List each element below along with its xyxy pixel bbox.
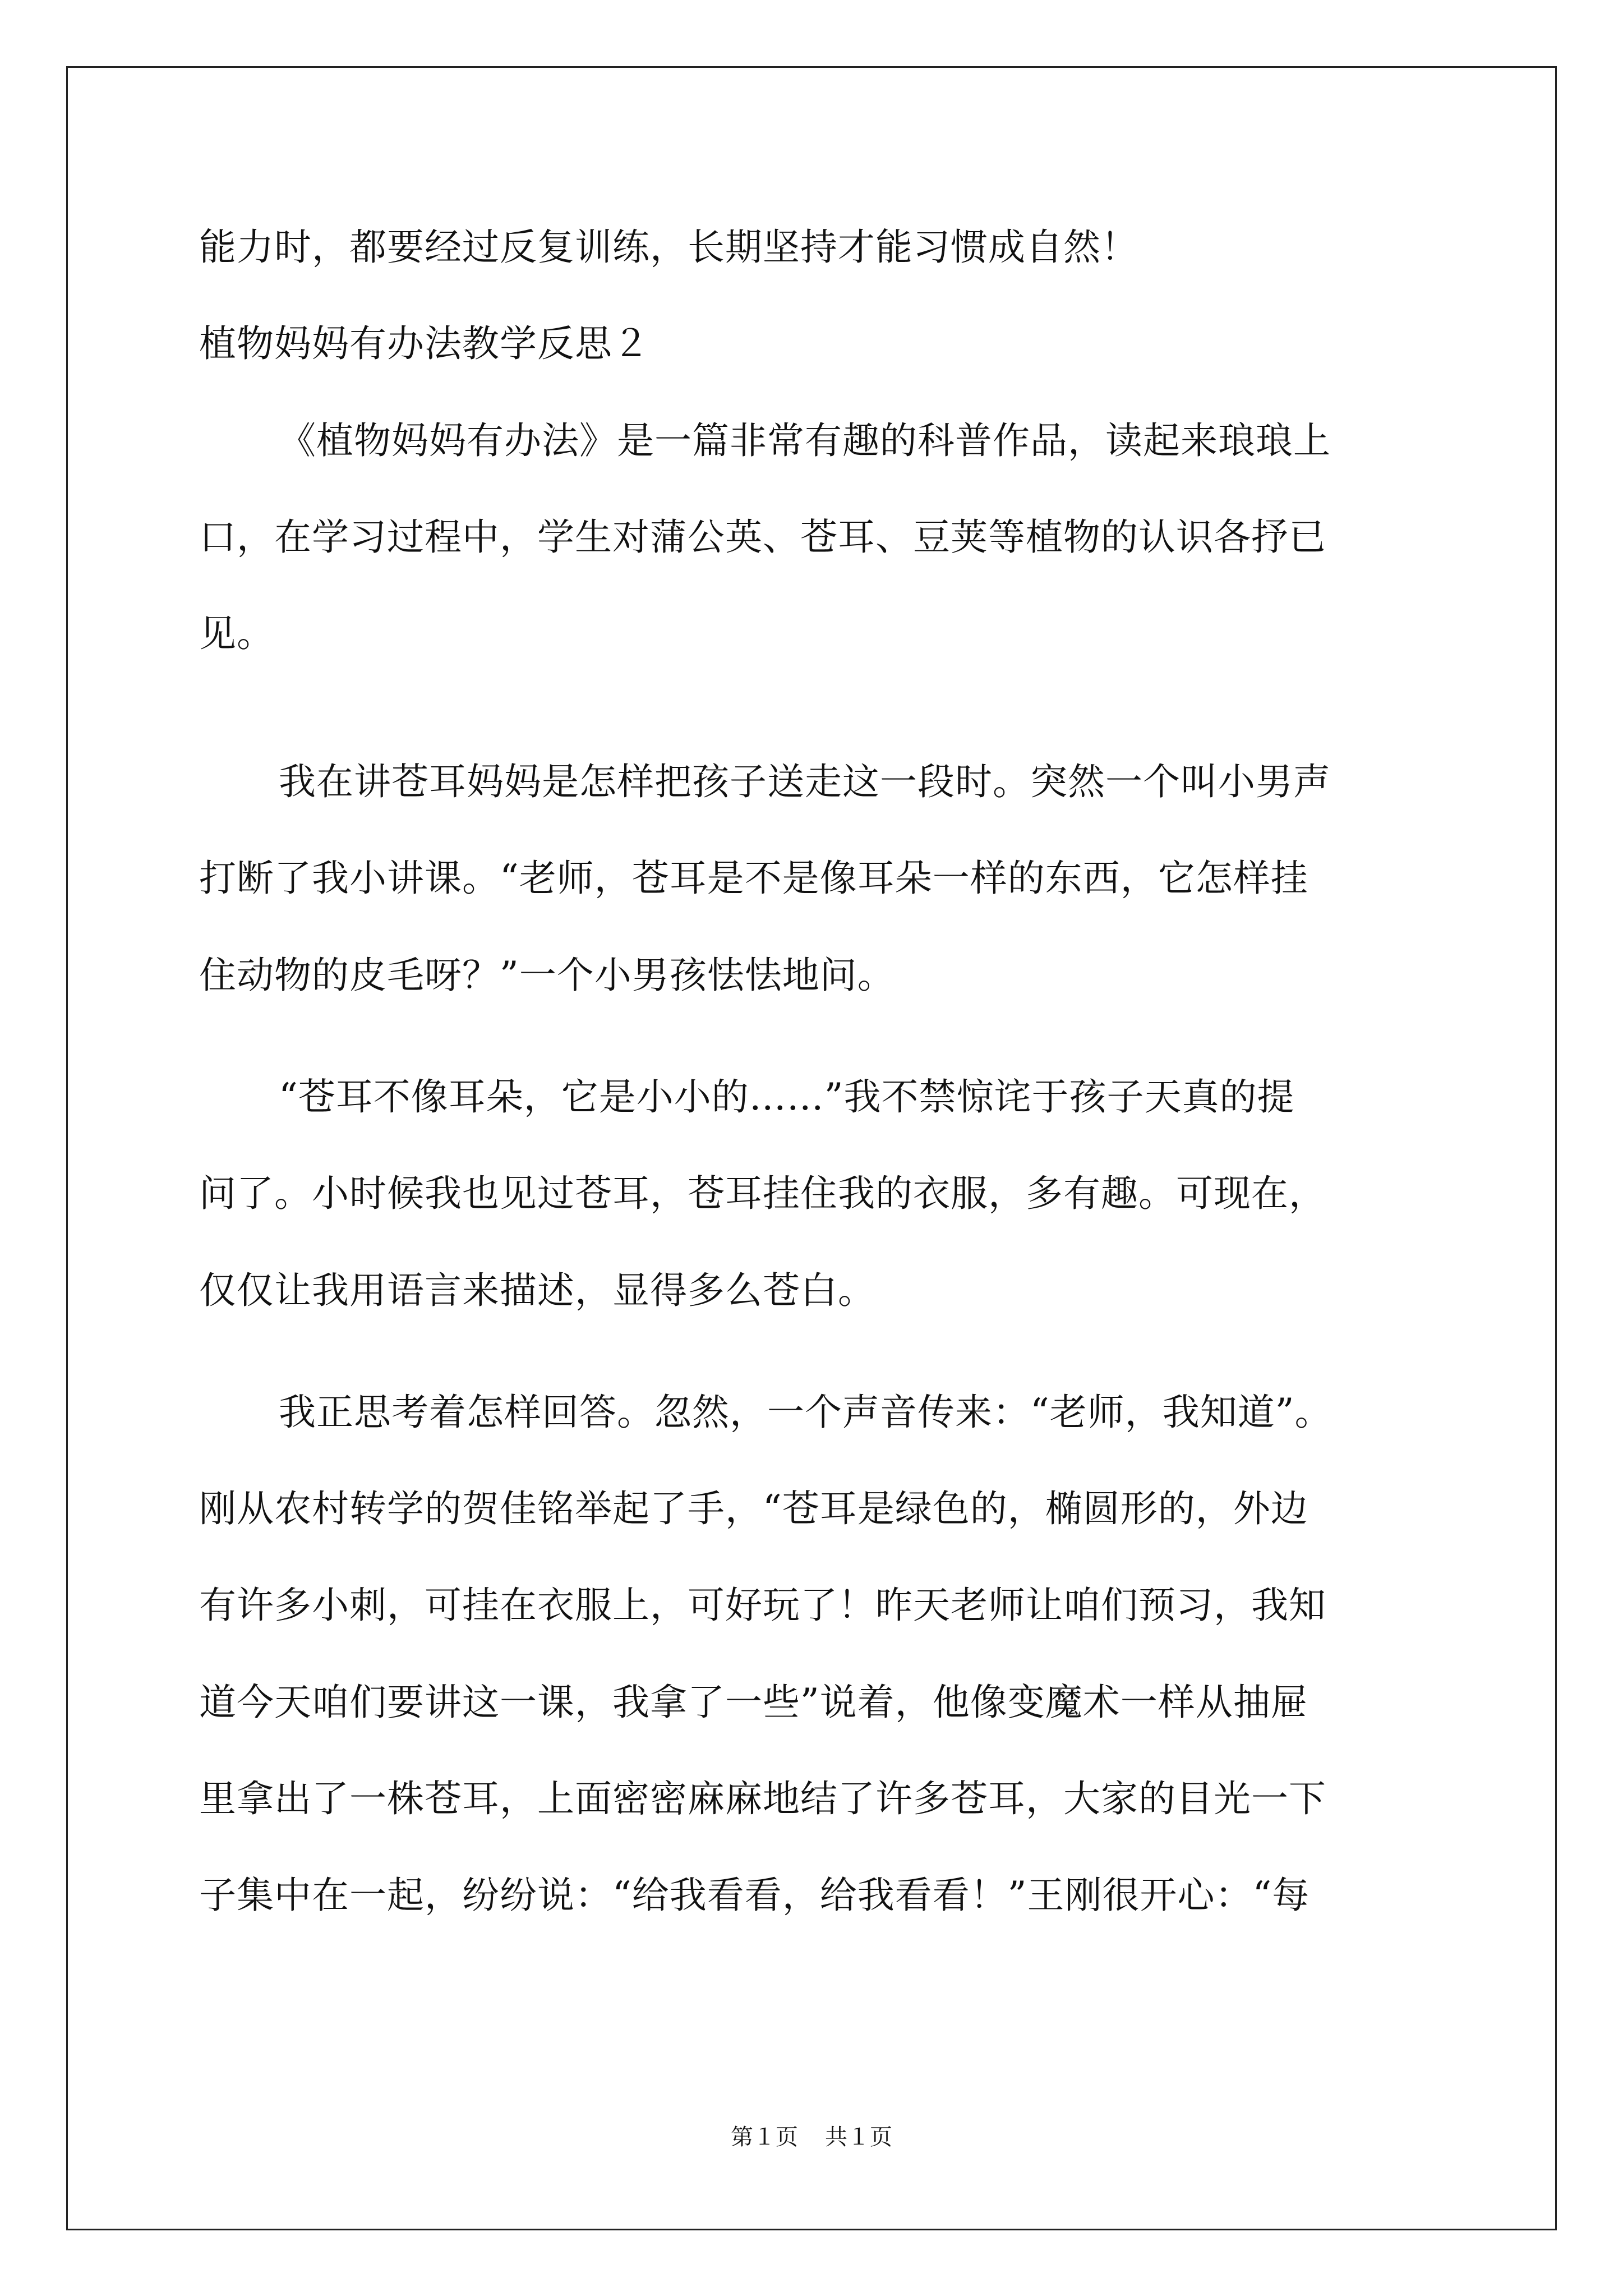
text-line: 问了。小时候我也见过苍耳，苍耳挂住我的衣服，多有趣。可现在， bbox=[199, 1172, 1326, 1215]
text-line: “苍耳不像耳朵，它是小小的……”我不禁惊诧于孩子天真的提 bbox=[279, 1075, 1295, 1119]
text-line: 打断了我小讲课。“老师，苍耳是不是像耳朵一样的东西，它怎样挂 bbox=[199, 857, 1308, 900]
text-line: 见。 bbox=[199, 612, 274, 655]
text-line: 住动物的皮毛呀？”一个小男孩怯怯地问。 bbox=[199, 954, 895, 997]
section-heading: 植物妈妈有办法教学反思２ bbox=[199, 322, 650, 365]
text-line: 刚从农村转学的贺佳铭举起了手，“苍耳是绿色的，椭圆形的，外边 bbox=[199, 1487, 1308, 1530]
text-line: 口，在学习过程中，学生对蒲公英、苍耳、豆荚等植物的认识各抒已 bbox=[199, 516, 1326, 559]
text-line: 仅仅让我用语言来描述，显得多么苍白。 bbox=[199, 1269, 875, 1312]
page-footer bbox=[0, 2123, 1623, 2151]
page-number: 第１页 bbox=[731, 2124, 798, 2150]
text-line: 有许多小刺，可挂在衣服上，可好玩了！昨天老师让咱们预习，我知 bbox=[199, 1584, 1326, 1627]
text-line: 里拿出了一株苍耳，上面密密麻麻地结了许多苍耳，大家的目光一下 bbox=[199, 1777, 1326, 1820]
text-line: 我正思考着怎样回答。忽然，一个声音传来：“老师，我知道”。 bbox=[279, 1391, 1332, 1434]
text-line: 《植物妈妈有办法》是一篇非常有趣的科普作品，读起来琅琅上 bbox=[279, 419, 1331, 462]
text-line: 子集中在一起，纷纷说：“给我看看，给我看看！”王刚很开心：“每 bbox=[199, 1874, 1310, 1917]
page-total: 共１页 bbox=[825, 2124, 892, 2150]
text-line: 道今天咱们要讲这一课，我拿了一些”说着，他像变魔术一样从抽屉 bbox=[199, 1681, 1308, 1724]
text-line: 我在讲苍耳妈妈是怎样把孩子送走这一段时。突然一个叫小男声 bbox=[279, 760, 1331, 803]
text-line: 能力时，都要经过反复训练，长期坚持才能习惯成自然！ bbox=[199, 226, 1138, 269]
